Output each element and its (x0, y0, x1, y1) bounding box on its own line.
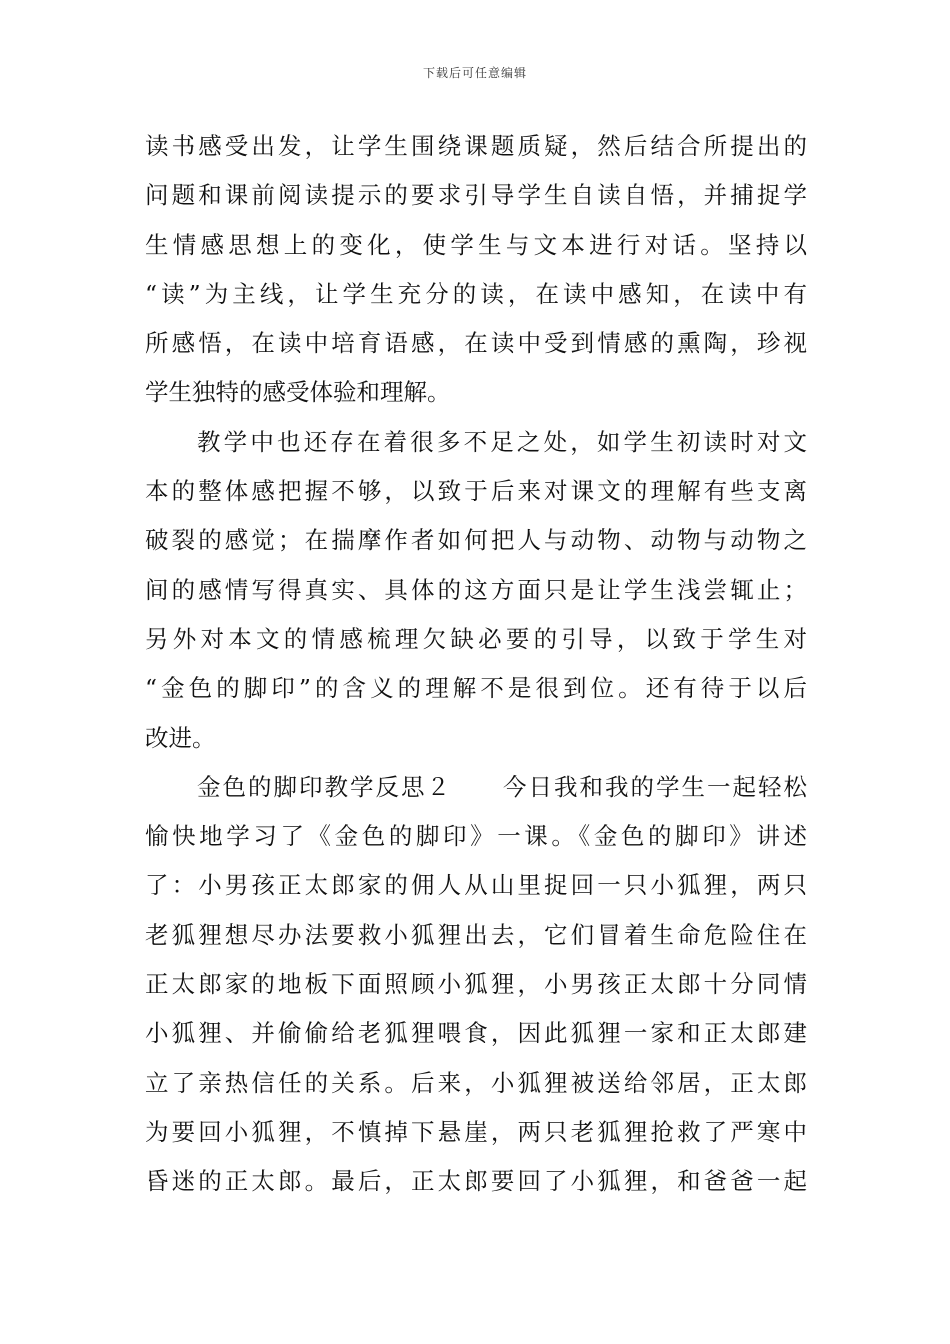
text-line: “金色的脚印”的含义的理解不是很到位。还有待于以后 (145, 674, 807, 703)
text-line: 为要回小狐狸，不慎掉下悬崖，两只老狐狸抢救了严寒中 (145, 1117, 807, 1146)
text-line: 立了亲热信任的关系。后来，小狐狸被送给邻居，正太郎 (145, 1068, 807, 1097)
page-header: 下载后可任意编辑 (422, 66, 527, 80)
text-line: 本的整体感把握不够，以致于后来对课文的理解有些支离 (145, 477, 807, 506)
text-line: 间的感情写得真实、具体的这方面只是让学生浅尝辄止； (145, 575, 807, 604)
document-body (145, 122, 807, 1207)
text-line: 所感悟，在读中培育语感，在读中受到情感的熏陶，珍视 (145, 329, 807, 358)
paragraph-3 (145, 763, 807, 1207)
text-line: 愉快地学习了《金色的脚印》一课。《金色的脚印》讲述 (145, 822, 807, 851)
text-line: 老狐狸想尽办法要救小狐狸出去，它们冒着生命危险住在 (145, 920, 807, 949)
text-line: 学生独特的感受体验和理解。 (145, 378, 451, 407)
text-line: 了：小男孩正太郎家的佣人从山里捉回一只小狐狸，两只 (145, 871, 807, 900)
text-line: 昏迷的正太郎。最后，正太郎要回了小狐狸，和爸爸一起 (145, 1167, 807, 1196)
text-line: 教学中也还存在着很多不足之处，如学生初读时对文 (197, 427, 807, 456)
text-line: 读书感受出发，让学生围绕课题质疑，然后结合所提出的 (145, 132, 807, 160)
paragraph-2 (145, 418, 807, 763)
text-line: 破裂的感觉；在揣摩作者如何把人与动物、动物与动物之 (145, 526, 807, 555)
paragraph-1 (145, 122, 807, 418)
text-line: “读”为主线，让学生充分的读，在读中感知，在读中有 (145, 279, 807, 308)
text-line: 改进。 (145, 723, 216, 752)
text-line: 小狐狸、并偷偷给老狐狸喂食，因此狐狸一家和正太郎建 (145, 1019, 807, 1048)
text-line: 另外对本文的情感梳理欠缺必要的引导，以致于学生对 (145, 624, 807, 653)
text-line: 生情感思想上的变化，使学生与文本进行对话。坚持以 (145, 230, 807, 259)
text-line: 金色的脚印教学反思２ 今日我和我的学生一起轻松 (197, 772, 807, 801)
text-line: 正太郎家的地板下面照顾小狐狸，小男孩正太郎十分同情 (145, 970, 807, 999)
text-line: 问题和课前阅读提示的要求引导学生自读自悟，并捕捉学 (145, 181, 807, 210)
